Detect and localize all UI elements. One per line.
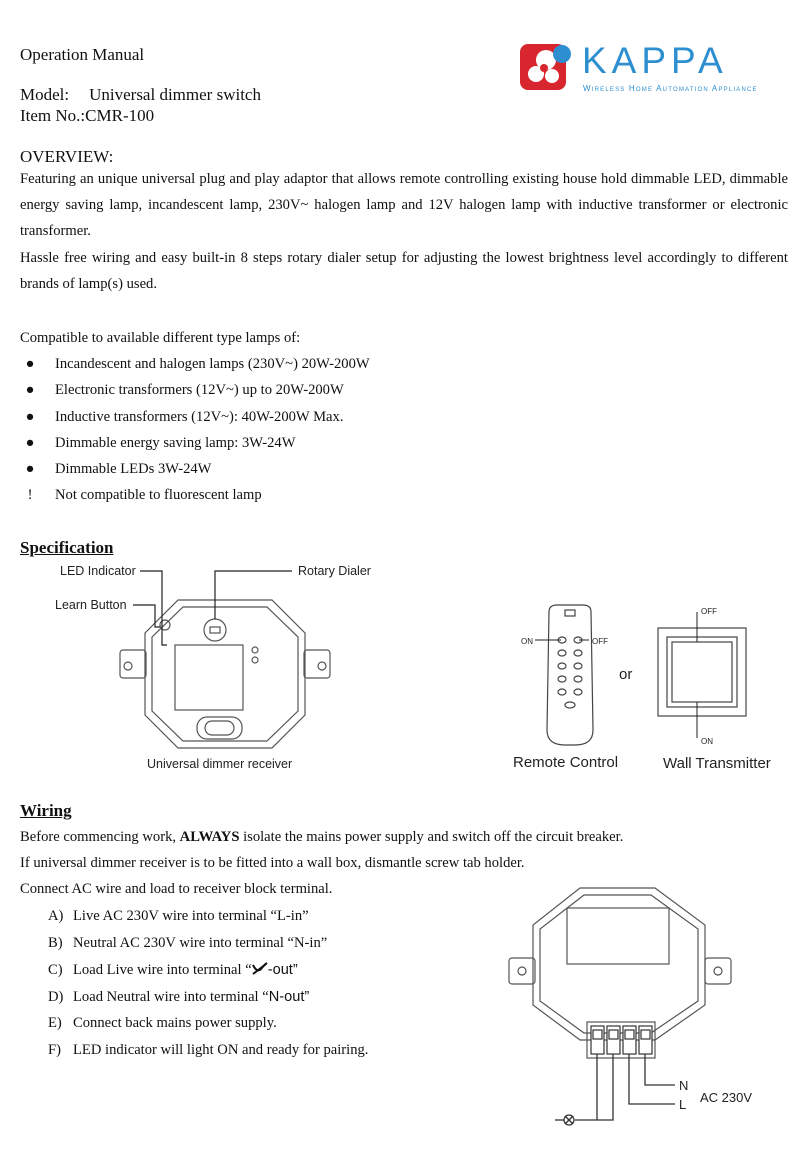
overview-para-1: Featuring an unique universal plug and play adaptor that allows remote controlling existing house hold dimmable LED, dimmable energy saving lamp, incandescent lamp, 230V~ halogen lamp and 12V halogen lamp with inductive transformer or electronic transformer. [20, 171, 788, 239]
wiring-line-3: Connect AC wire and load to receiver block terminal. [20, 881, 333, 897]
step-letter: F) [48, 1042, 61, 1058]
step-text: Load Neutral wire into terminal “ [73, 989, 269, 1005]
remote-on-label: ON [521, 637, 533, 646]
wiring-step [48, 935, 327, 952]
list-item-text: Dimmable LEDs 3W-24W [55, 461, 212, 477]
wiring-step [48, 1015, 277, 1032]
logo-name: KAPPA [582, 40, 728, 81]
receiver-caption: Universal dimmer receiver [147, 757, 293, 771]
bullet-marker: ● [25, 461, 35, 477]
wiring-line-1-pre: Before commencing work, [20, 829, 180, 845]
step-letter: A) [48, 908, 64, 924]
compat-intro: Compatible to available different type lamps of: [20, 330, 301, 346]
step-text: Live AC 230V wire into terminal “L-in” [73, 908, 309, 924]
bullet-marker: ● [25, 382, 35, 398]
list-item-text: Not compatible to fluorescent lamp [55, 487, 262, 503]
specification-heading: Specification [20, 538, 114, 557]
wiring-line-1 [20, 829, 623, 846]
list-item-text: Incandescent and halogen lamps (230V~) 20W-200W [55, 356, 370, 372]
list-item-text: Electronic transformers (12V~) up to 20W-200W [55, 382, 344, 398]
step-letter: D) [48, 989, 64, 1005]
model-line [20, 85, 261, 105]
wiring-step [48, 989, 309, 1006]
wiring-heading: Wiring [20, 801, 72, 820]
receiver-diagram [0, 555, 420, 780]
step-text: Neutral AC 230V wire into terminal “N-in” [73, 935, 328, 951]
item-value: CMR-100 [85, 106, 155, 125]
remote-control-caption: Remote Control [513, 754, 619, 771]
wall-off-label: OFF [701, 607, 717, 616]
learn-button-label: Learn Button [55, 598, 127, 612]
step-letter: E) [48, 1015, 62, 1031]
ac-voltage-label: AC 230V [700, 1090, 753, 1105]
always-emphasis: ALWAYS [179, 829, 240, 845]
wall-transmitter-caption: Wall Transmitter [663, 755, 771, 772]
step-suffix: N-out” [268, 989, 310, 1005]
overview-heading: OVERVIEW: [20, 147, 114, 166]
overview-para-2: Hassle free wiring and easy built-in 8 steps rotary dialer setup for adjusting the lowest brightness level accordingly to different brands of lamp(s) used. [20, 250, 788, 292]
model-label: Model: [20, 85, 70, 104]
remote-off-label: OFF [592, 637, 608, 646]
bullet-marker: ● [25, 435, 35, 451]
step-text: LED indicator will light ON and ready for pairing. [73, 1042, 369, 1058]
wiring-diagram [505, 880, 795, 1145]
wiring-step [48, 1042, 368, 1059]
item-line [20, 106, 154, 126]
neutral-label: N [679, 1078, 689, 1093]
rotary-dialer-label: Rotary Dialer [298, 564, 371, 578]
step-letter: B) [48, 935, 63, 951]
step-letter: C) [48, 962, 63, 978]
step-suffix: -out” [267, 962, 298, 978]
bullet-marker: ● [25, 409, 35, 425]
lamp-symbol-icon [252, 962, 268, 975]
kappa-logo-mark [516, 42, 578, 94]
wall-on-label: ON [701, 737, 713, 746]
wiring-step [48, 908, 309, 925]
model-value: Universal dimmer switch [89, 85, 261, 104]
logo-tagline: Wireless Home Automation Appliance [583, 84, 758, 93]
or-label: or [619, 666, 633, 683]
led-indicator-label: LED Indicator [60, 564, 136, 578]
wiring-line-1-post: isolate the mains power supply and switch off the circuit breaker. [239, 829, 624, 845]
remote-and-wall-diagram [505, 600, 795, 785]
doc-title: Operation Manual [20, 45, 145, 64]
item-label: Item No.: [20, 106, 86, 125]
wiring-line-2: If universal dimmer receiver is to be fitted into a wall box, dismantle screw tab holder. [20, 855, 525, 871]
step-text: Connect back mains power supply. [73, 1015, 277, 1031]
step-text: Load Live wire into terminal “ [73, 962, 252, 978]
warning-marker: ! [27, 487, 33, 503]
live-label: L [679, 1097, 687, 1112]
bullet-marker: ● [25, 356, 35, 372]
list-item-text: Inductive transformers (12V~): 40W-200W Max. [55, 409, 344, 425]
list-item-text: Dimmable energy saving lamp: 3W-24W [55, 435, 296, 451]
wiring-step [48, 962, 298, 979]
